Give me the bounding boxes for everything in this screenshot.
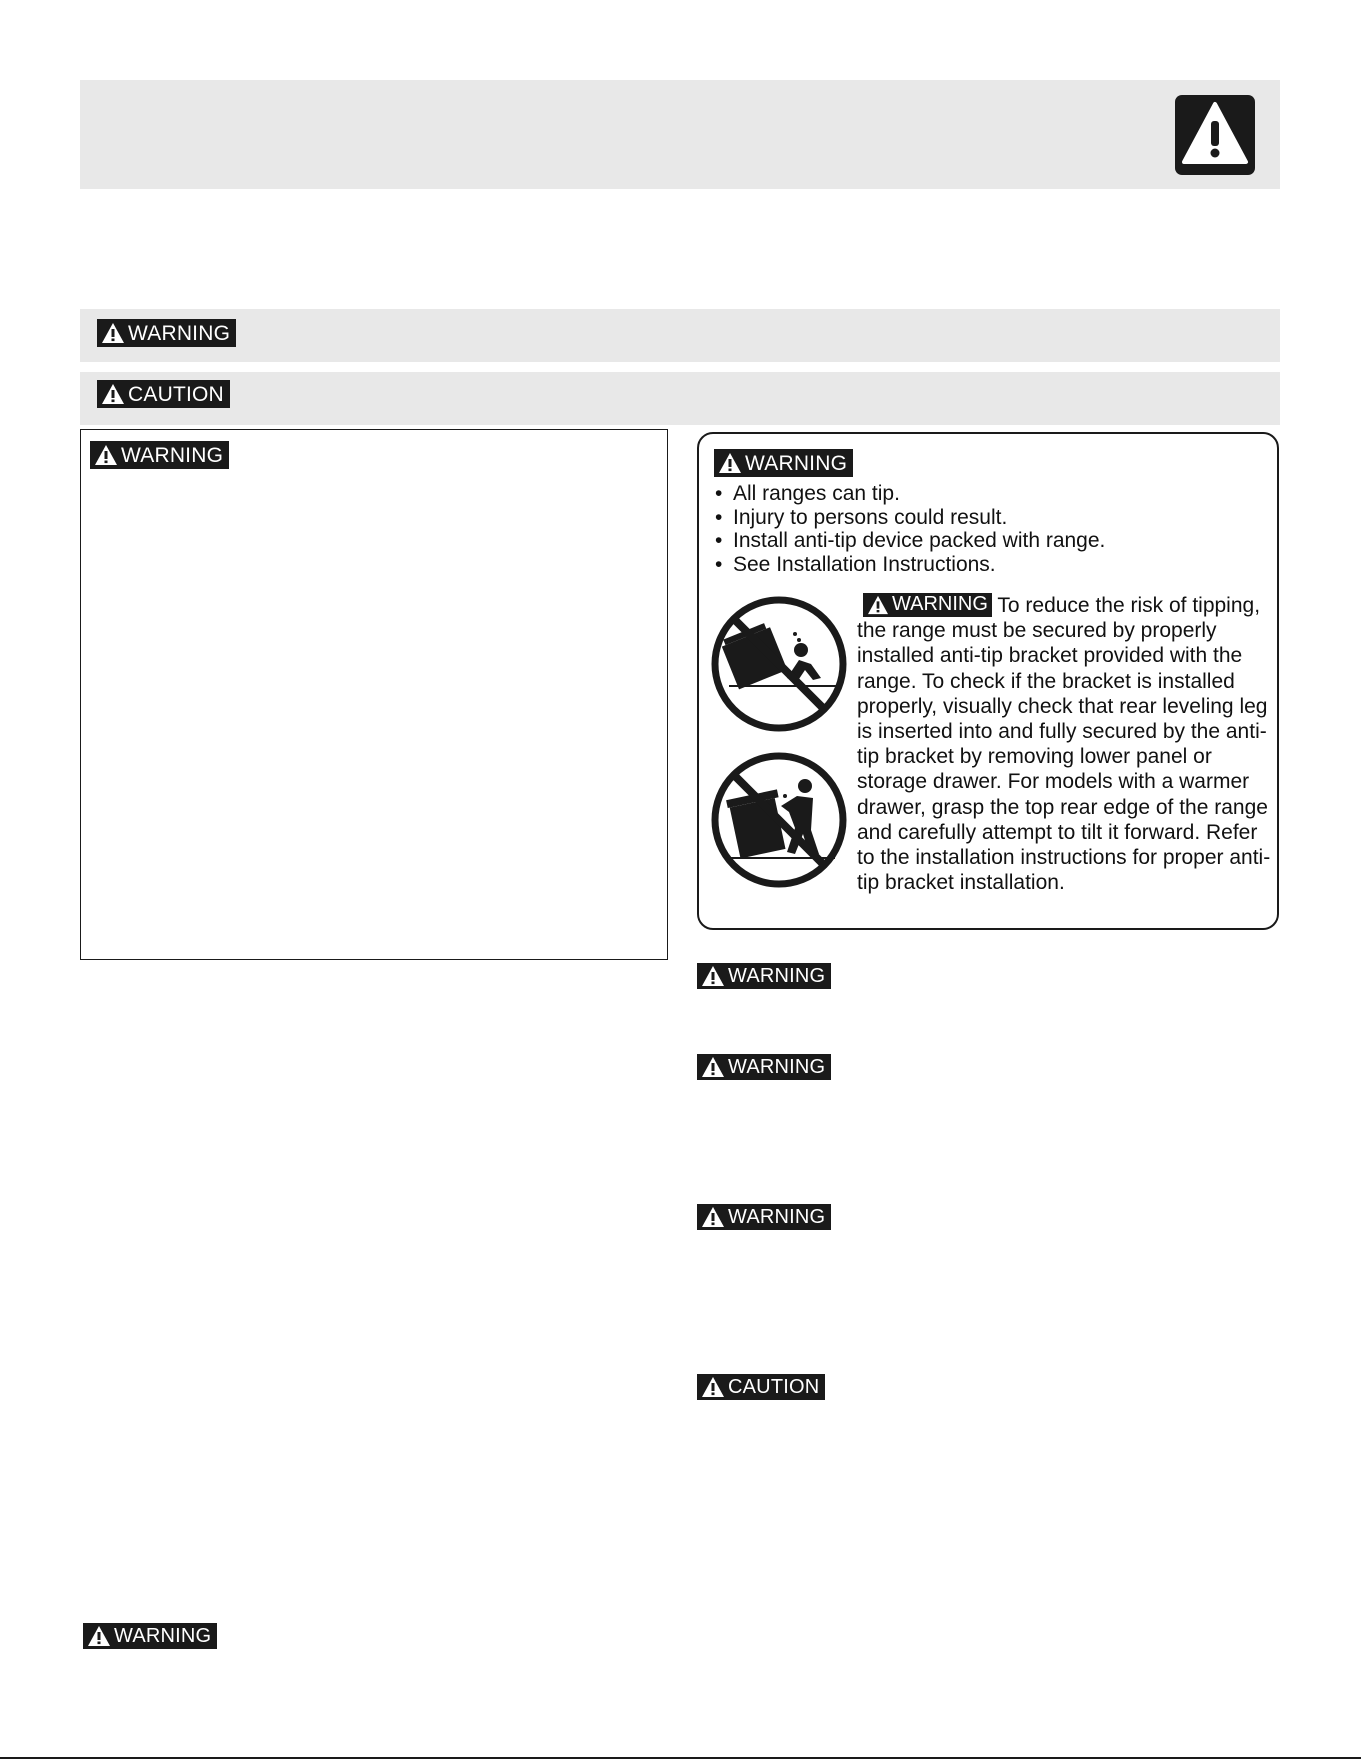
alert-triangle-icon xyxy=(701,1206,725,1228)
alert-triangle-icon xyxy=(718,452,742,474)
alert-triangle-icon xyxy=(94,444,118,466)
alert-triangle-icon xyxy=(101,322,125,344)
left-warning-box xyxy=(80,429,668,960)
warning-badge: WARNING xyxy=(697,1054,831,1080)
safety-alert-icon xyxy=(1174,94,1256,176)
warning-badge: WARNING xyxy=(90,441,229,469)
anti-tip-warning-label xyxy=(697,432,1279,930)
bullet-item: • All ranges can tip. xyxy=(715,482,1105,506)
caution-band xyxy=(80,372,1280,425)
anti-tip-description: WARNING To reduce the risk of tipping, the range must be secured by properly installed anti-tip bracket provided with the range. To check if the bracket is installed properly, visually check that rear leveling leg is inserted into and fully secured by the anti-tip bracket by removing lower panel or storage drawer. For models with a warmer drawer, grasp the top rear edge of the range and carefully attempt to tilt it forward. Refer to the installation instructions for proper anti-tip bracket installation. xyxy=(857,593,1271,895)
warning-badge: WARNING xyxy=(697,1204,831,1230)
bullet-item: • Injury to persons could result. xyxy=(715,506,1105,530)
caution-badge: CAUTION xyxy=(697,1374,825,1400)
caution-badge: CAUTION xyxy=(97,380,230,408)
inline-warning-badge: WARNING xyxy=(863,593,992,617)
warning-badge: WARNING xyxy=(83,1623,217,1649)
bullet-item: • See Installation Instructions. xyxy=(715,553,1105,577)
alert-triangle-icon xyxy=(701,1376,725,1398)
no-climbing-on-door-icon xyxy=(709,594,849,734)
alert-triangle-icon xyxy=(87,1625,111,1647)
bullet-item: • Install anti-tip device packed with range. xyxy=(715,529,1105,553)
no-child-on-range-icon xyxy=(709,750,849,890)
alert-triangle-icon xyxy=(701,965,725,987)
alert-triangle-icon xyxy=(101,383,125,405)
alert-triangle-icon xyxy=(701,1056,725,1078)
warning-bullets xyxy=(715,482,1105,576)
warning-badge: WARNING xyxy=(697,963,831,989)
bottom-rule xyxy=(0,1757,1361,1759)
alert-triangle-icon xyxy=(867,595,889,615)
header-band xyxy=(80,80,1280,189)
warning-badge: WARNING xyxy=(97,319,236,347)
warning-badge: WARNING xyxy=(714,449,853,477)
warning-band xyxy=(80,309,1280,362)
